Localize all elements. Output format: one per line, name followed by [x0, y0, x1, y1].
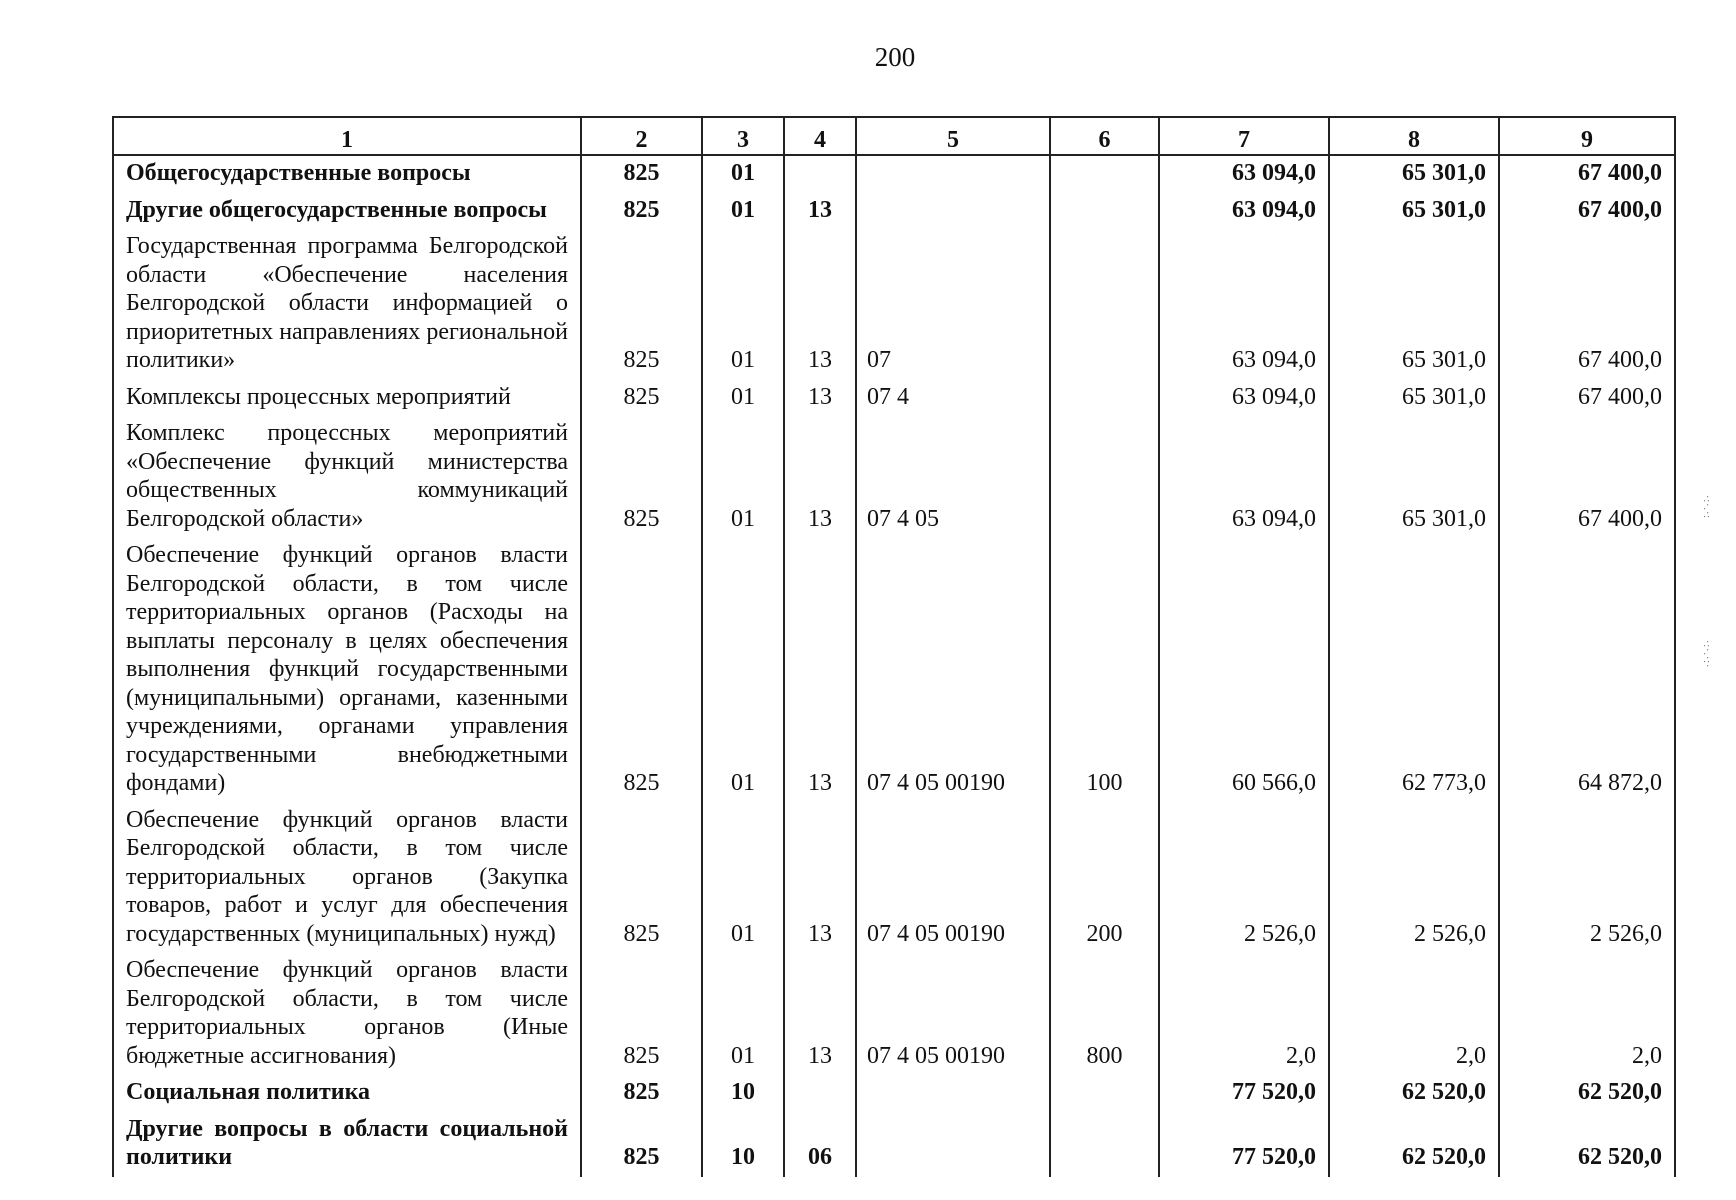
cell-subsection: 13: [784, 229, 856, 380]
cell-amount-year-2: 65 301,0: [1329, 380, 1499, 417]
table-row: [113, 229, 1675, 380]
table-row: [113, 1112, 1675, 1177]
cell-subsection: 13: [784, 416, 856, 538]
cell-amount-year-2: 65 301,0: [1329, 416, 1499, 538]
cell-amount-year-2: 62 520,0: [1329, 1112, 1499, 1177]
cell-expense-type: [1050, 1112, 1159, 1177]
cell-amount-year-3: 62 520,0: [1499, 1112, 1675, 1177]
cell-amount-year-3: 67 400,0: [1499, 155, 1675, 193]
cell-name: Обеспечение функций органов власти Белгородской области, в том числе территориальных органов (Иные бюджетные ассигнования): [113, 953, 581, 1075]
cell-subsection: 13: [784, 953, 856, 1075]
cell-name: Другие общегосударственные вопросы: [113, 193, 581, 230]
header-col-4: 4: [784, 117, 856, 155]
cell-admin-code: 825: [581, 1112, 702, 1177]
cell-amount-year-1: 2,0: [1159, 953, 1329, 1075]
cell-target-article: 07 4 05 00190: [856, 803, 1050, 954]
cell-amount-year-1: 77 520,0: [1159, 1075, 1329, 1112]
cell-subsection: 13: [784, 380, 856, 417]
cell-target-article: [856, 155, 1050, 193]
cell-amount-year-2: 62 520,0: [1329, 1075, 1499, 1112]
cell-target-article: 07: [856, 229, 1050, 380]
cell-admin-code: 825: [581, 953, 702, 1075]
cell-target-article: [856, 1112, 1050, 1177]
cell-subsection: 13: [784, 803, 856, 954]
cell-section: 01: [702, 155, 784, 193]
cell-target-article: 07 4 05 00190: [856, 538, 1050, 803]
header-row: [113, 117, 1675, 155]
cell-subsection: 06: [784, 1112, 856, 1177]
cell-subsection: 13: [784, 193, 856, 230]
cell-amount-year-3: 62 520,0: [1499, 1075, 1675, 1112]
table-row: [113, 380, 1675, 417]
cell-amount-year-1: 63 094,0: [1159, 155, 1329, 193]
margin-scribble: ·:·.·:: [1701, 495, 1712, 520]
cell-amount-year-1: 63 094,0: [1159, 416, 1329, 538]
header-col-8: 8: [1329, 117, 1499, 155]
cell-admin-code: 825: [581, 193, 702, 230]
budget-table: [112, 116, 1676, 1177]
cell-target-article: [856, 1075, 1050, 1112]
cell-name: Общегосударственные вопросы: [113, 155, 581, 193]
cell-expense-type: [1050, 155, 1159, 193]
cell-subsection: [784, 1075, 856, 1112]
cell-amount-year-3: 67 400,0: [1499, 416, 1675, 538]
cell-name: Социальная политика: [113, 1075, 581, 1112]
cell-admin-code: 825: [581, 229, 702, 380]
cell-subsection: 13: [784, 538, 856, 803]
cell-expense-type: [1050, 416, 1159, 538]
cell-expense-type: 800: [1050, 953, 1159, 1075]
table-row: [113, 803, 1675, 954]
cell-amount-year-3: 67 400,0: [1499, 229, 1675, 380]
cell-admin-code: 825: [581, 380, 702, 417]
cell-subsection: [784, 155, 856, 193]
cell-target-article: 07 4: [856, 380, 1050, 417]
cell-expense-type: [1050, 193, 1159, 230]
cell-amount-year-3: 2,0: [1499, 953, 1675, 1075]
cell-target-article: 07 4 05: [856, 416, 1050, 538]
cell-name: Комплексы процессных мероприятий: [113, 380, 581, 417]
cell-name: Государственная программа Белгородской области «Обеспечение населения Белгородской области информацией о приоритетных направлениях региональной политики»: [113, 229, 581, 380]
header-col-6: 6: [1050, 117, 1159, 155]
cell-expense-type: [1050, 1075, 1159, 1112]
cell-amount-year-1: 63 094,0: [1159, 380, 1329, 417]
table-row: [113, 416, 1675, 538]
cell-amount-year-3: 2 526,0: [1499, 803, 1675, 954]
cell-amount-year-2: 65 301,0: [1329, 155, 1499, 193]
header-col-7: 7: [1159, 117, 1329, 155]
cell-section: 01: [702, 416, 784, 538]
cell-amount-year-2: 62 773,0: [1329, 538, 1499, 803]
cell-amount-year-3: 67 400,0: [1499, 193, 1675, 230]
cell-amount-year-1: 60 566,0: [1159, 538, 1329, 803]
table-row: [113, 155, 1675, 193]
header-col-2: 2: [581, 117, 702, 155]
cell-admin-code: 825: [581, 1075, 702, 1112]
header-col-1: 1: [113, 117, 581, 155]
header-col-5: 5: [856, 117, 1050, 155]
cell-name: Комплекс процессных мероприятий «Обеспечение функций министерства общественных коммуникаций Белгородской области»: [113, 416, 581, 538]
table-row: [113, 538, 1675, 803]
cell-section: 01: [702, 193, 784, 230]
page-number: 200: [874, 42, 916, 72]
cell-expense-type: 100: [1050, 538, 1159, 803]
cell-amount-year-2: 65 301,0: [1329, 193, 1499, 230]
table-row: [113, 1075, 1675, 1112]
cell-admin-code: 825: [581, 155, 702, 193]
header-col-3: 3: [702, 117, 784, 155]
cell-amount-year-2: 65 301,0: [1329, 229, 1499, 380]
header-col-9: 9: [1499, 117, 1675, 155]
cell-section: 01: [702, 953, 784, 1075]
cell-name: Обеспечение функций органов власти Белгородской области, в том числе территориальных органов (Закупка товаров, работ и услуг для обеспечения государственных (муниципальных) нужд): [113, 803, 581, 954]
cell-amount-year-2: 2,0: [1329, 953, 1499, 1075]
cell-amount-year-3: 67 400,0: [1499, 380, 1675, 417]
cell-section: 10: [702, 1112, 784, 1177]
cell-name: Другие вопросы в области социальной политики: [113, 1112, 581, 1177]
cell-target-article: [856, 193, 1050, 230]
table-row: [113, 953, 1675, 1075]
cell-amount-year-1: 63 094,0: [1159, 193, 1329, 230]
cell-amount-year-1: 2 526,0: [1159, 803, 1329, 954]
cell-section: 01: [702, 538, 784, 803]
cell-admin-code: 825: [581, 416, 702, 538]
cell-section: 10: [702, 1075, 784, 1112]
cell-admin-code: 825: [581, 803, 702, 954]
cell-name: Обеспечение функций органов власти Белгородской области, в том числе территориальных органов (Расходы на выплаты персоналу в целях обеспечения выполнения функций государственными (муниципальными) органами, казенными учреждениями, органами управления государственными внебюджетными фондами): [113, 538, 581, 803]
table-row: [113, 193, 1675, 230]
cell-expense-type: [1050, 229, 1159, 380]
cell-expense-type: [1050, 380, 1159, 417]
cell-target-article: 07 4 05 00190: [856, 953, 1050, 1075]
cell-admin-code: 825: [581, 538, 702, 803]
cell-section: 01: [702, 380, 784, 417]
cell-section: 01: [702, 229, 784, 380]
cell-amount-year-1: 63 094,0: [1159, 229, 1329, 380]
cell-amount-year-2: 2 526,0: [1329, 803, 1499, 954]
cell-section: 01: [702, 803, 784, 954]
table-body: [113, 155, 1675, 1177]
margin-scribble: ·:·.·:·: [1701, 640, 1712, 669]
cell-expense-type: 200: [1050, 803, 1159, 954]
cell-amount-year-3: 64 872,0: [1499, 538, 1675, 803]
cell-amount-year-1: 77 520,0: [1159, 1112, 1329, 1177]
